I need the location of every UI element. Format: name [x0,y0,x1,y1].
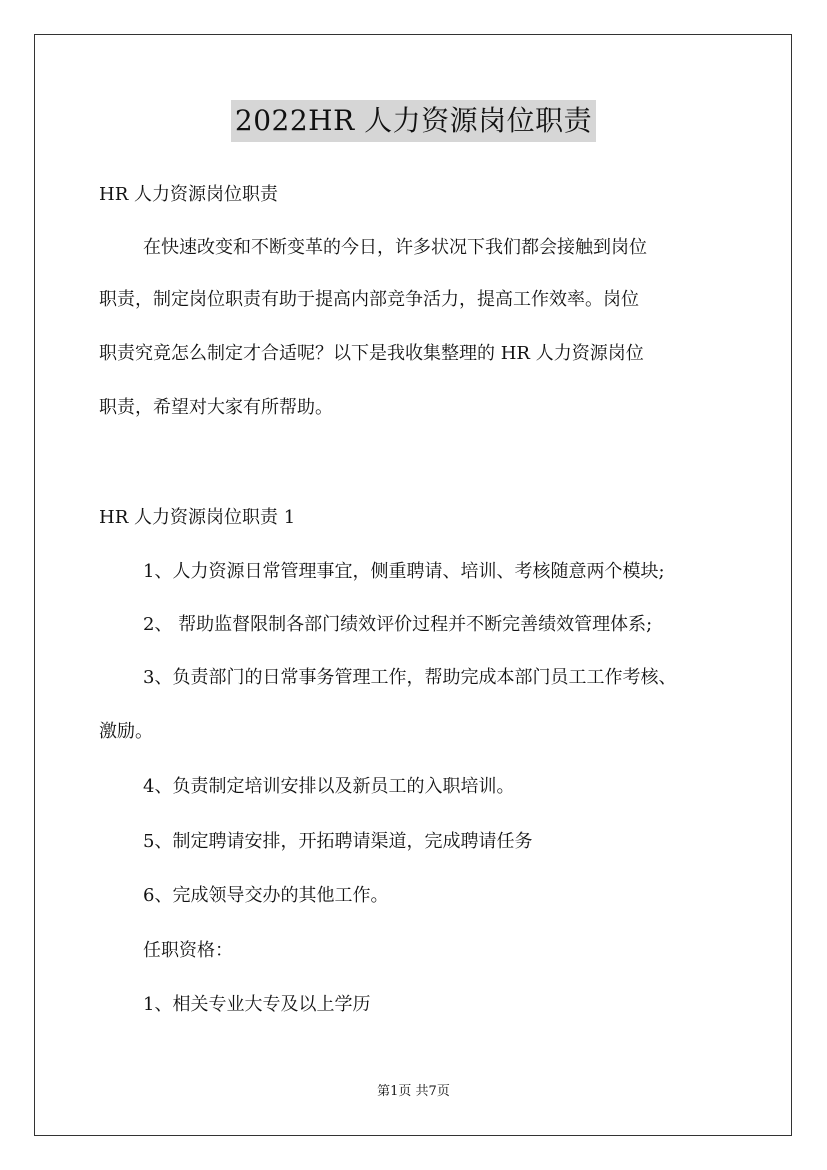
page-number: 第1页 共7页 [377,1084,450,1099]
qualification-item: 1、相关专业大专及以上学历 [143,994,371,1015]
duty-item: 2、 帮助监督限制各部门绩效评价过程并不断完善绩效管理体系; [143,614,653,635]
subheading: HR 人力资源岗位职责 1 [99,507,296,528]
duty-item-continuation: 激励。 [99,721,153,742]
duty-item: 3、负责部门的日常事务管理工作，帮助完成本部门员工工作考核、 [143,667,677,688]
intro-line: 在快速改变和不断变革的今日，许多状况下我们都会接触到岗位 [143,237,647,258]
qualifications-heading: 任职资格： [143,940,233,961]
duty-item: 4、负责制定培训安排以及新员工的入职培训。 [143,776,515,797]
section-heading: HR 人力资源岗位职责 [99,184,278,205]
duty-item: 1、人力资源日常管理事宜，侧重聘请、培训、考核随意两个模块; [143,561,665,582]
intro-line: 职责，制定岗位职责有助于提高内部竞争活力，提高工作效率。岗位 [99,289,639,310]
duty-item: 5、制定聘请安排，开拓聘请渠道，完成聘请任务 [143,831,533,852]
duty-item: 6、完成领导交办的其他工作。 [143,885,389,906]
intro-line: 职责，希望对大家有所帮助。 [99,397,333,418]
title-container [0,100,827,142]
intro-line: 职责究竟怎么制定才合适呢？以下是我收集整理的 HR 人力资源岗位 [99,343,644,364]
document-title: 2022HR 人力资源岗位职责 [231,100,596,142]
